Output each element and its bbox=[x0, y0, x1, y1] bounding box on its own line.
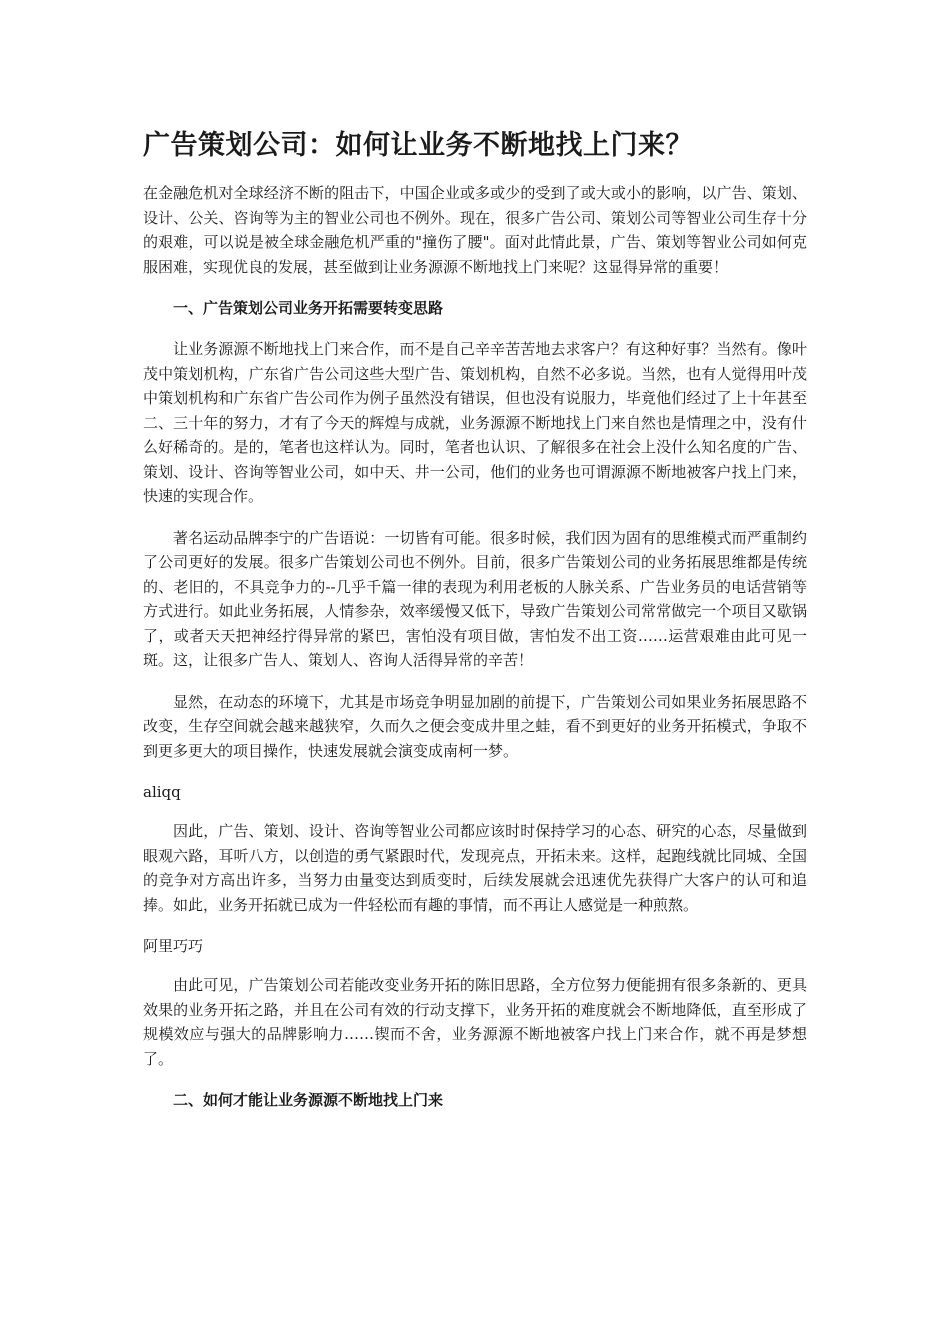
section-2-heading: 二、如何才能让业务源源不断地找上门来 bbox=[173, 1091, 444, 1110]
document-page bbox=[143, 128, 807, 1129]
paragraph-2: 著名运动品牌李宁的广告语说：一切皆有可能。很多时候，我们因为固有的思维模式而严重制约了公司更好的发展。很多广告策划公司也不例外。目前，很多广告策划公司的业务拓展思维都是传统的、老旧的，不具竞争力的--几乎千篇一律的表现为利用老板的人脉关系、广告业务员的电话营销等方式进行。如此业务拓展，人情参杂，效率缓慢又低下，导致广告策划公司常常做完一个项目又歇锅了，或者天天把神经拧得异常的紧巴，害怕没有项目做，害怕发不出工资……运营艰难由此可见一斑。这，让很多广告人、策划人、咨询人活得异常的辛苦！ bbox=[143, 528, 807, 670]
paragraph-4: 因此，广告、策划、设计、咨询等智业公司都应该时时保持学习的心态、研究的心态，尽量做到眼观六路，耳听八方，以创造的勇气紧跟时代，发现亮点，开拓未来。这样，起跑线就比同城、全国的竞争对方高出许多，当努力由量变达到质变时，后续发展就会迅速优先获得广大客户的认可和追捧。如此，业务开拓就已成为一件轻松而有趣的事情，而不再让人感觉是一种煎熬。 bbox=[143, 822, 807, 914]
document-title: 广告策划公司：如何让业务不断地找上门来？ bbox=[143, 130, 693, 161]
watermark-tag-aliqq: aliqq bbox=[143, 783, 181, 802]
paragraph-3: 显然，在动态的环境下，尤其是市场竞争明显加剧的前提下，广告策划公司如果业务拓展思路不改变，生存空间就会越来越狭窄，久而久之便会变成井里之蛙，看不到更好的业务开拓模式，争取不到更多更大的项目操作，快速发展就会演变成南柯一梦。 bbox=[143, 692, 807, 760]
intro-paragraph: 在金融危机对全球经济不断的阻击下，中国企业或多或少的受到了或大或小的影响，以广告、策划、设计、公关、咨询等为主的智业公司也不例外。现在，很多广告公司、策划公司等智业公司生存十分的艰难，可以说是被全球金融危机严重的"撞伤了腰"。面对此情此景，广告、策划等智业公司如何克服困难，实现优良的发展，甚至做到让业务源源不断地找上门来呢？这显得异常的重要！ bbox=[143, 184, 807, 276]
paragraph-1: 让业务源源不断地找上门来合作，而不是自己辛辛苦苦地去求客户？有这种好事？当然有。像叶茂中策划机构，广东省广告公司这些大型广告、策划机构，自然不必多说。当然，也有人觉得用叶茂中策划机构和广东省广告公司作为例子虽然没有错误，但也没有说服力，毕竟他们经过了上十年甚至二、三十年的努力，才有了今天的辉煌与成就，业务源源不断地找上门来自然也是情理之中，没有什么好稀奇的。是的，笔者也这样认为。同时，笔者也认识、了解很多在社会上没什么知名度的广告、策划、设计、咨询等智业公司，如中天、井一公司，他们的业务也可谓源源不断地被客户找上门来，快速的实现合作。 bbox=[143, 340, 807, 506]
paragraph-5: 由此可见，广告策划公司若能改变业务开拓的陈旧思路，全方位努力便能拥有很多条新的、更具效果的业务开拓之路，并且在公司有效的行动支撑下，业务开拓的难度就会不断地降低，直至形成了规模效应与强大的品牌影响力……锲而不舍，业务源源不断地被客户找上门来合作，就不再是梦想了。 bbox=[143, 976, 807, 1068]
section-1-heading: 一、广告策划公司业务开拓需要转变思路 bbox=[173, 299, 444, 318]
watermark-tag-aliqiaoqiao: 阿里巧巧 bbox=[143, 937, 204, 956]
